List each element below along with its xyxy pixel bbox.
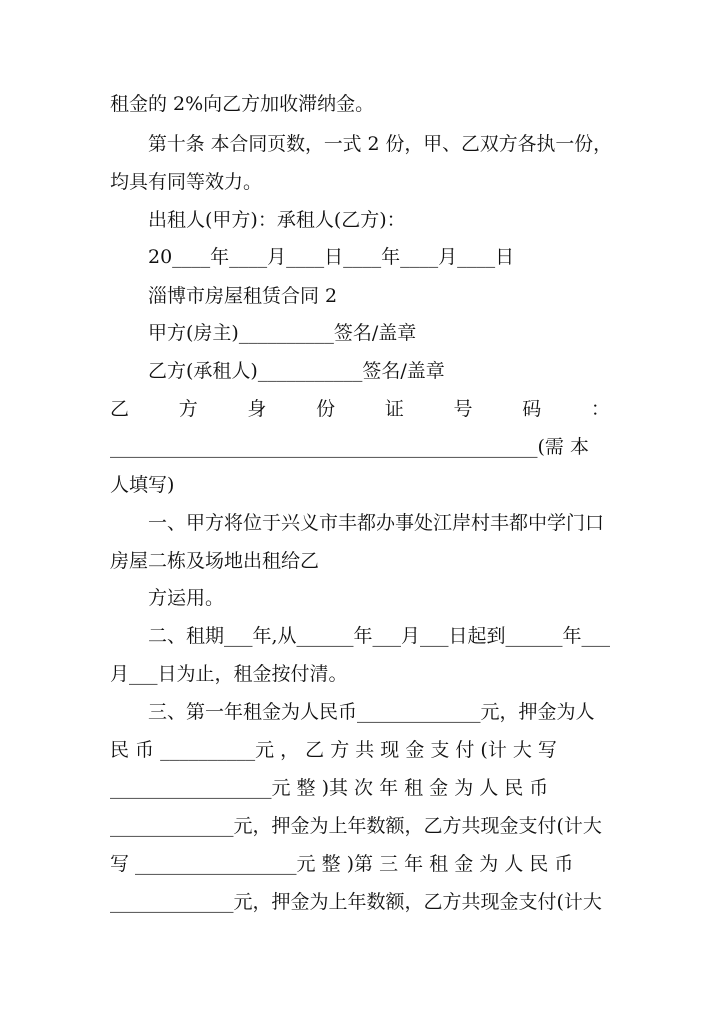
text-line: _____________元，押金为上年数额，乙方共现金支付(计大 [110,891,602,913]
spaced-char: 份 [316,398,336,420]
text-line: 写 _________________元 整 )第 三 年 租 金 为 人 民 币 [110,853,574,875]
text-line: 甲方(房主)__________签名/盖章 [148,322,417,344]
text-line: 一、甲方将位于兴义市丰都办事处江岸村丰都中学门口 [148,512,605,534]
text-line: 人填写) [110,474,175,496]
text-line: 淄博市房屋租赁合同 2 [148,285,338,307]
text-line: 出租人(甲方)：承租人(乙方)： [148,209,406,231]
text-line: _____________元，押金为上年数额，乙方共现金支付(计大 [110,815,602,837]
spaced-char: 乙 [110,398,130,420]
text-line: 房屋二栋及场地出租给乙 [110,550,320,572]
text-line: _________________元 整 )其 次 年 租 金 为 人 民 币 [110,777,549,799]
text-line: _____________________________________________(需 本 [110,436,589,458]
text-line: 方运用。 [148,587,225,609]
text-line: 二、租期___年,从______年___月___日起到______年___ [148,625,611,647]
text-line: 乙方(承租人)___________签名/盖章 [148,360,445,382]
spaced-char: 码 [522,398,542,420]
text-line: 第十条 本合同页数，一式 2 份，甲、乙双方各执一份， [148,133,612,155]
spaced-char: 号 [453,398,473,420]
text-line: 均具有同等效力。 [110,171,263,193]
spaced-char: ： [590,398,610,420]
spaced-char: 证 [384,398,404,420]
text-line: 民 币 __________元 ， 乙 方 共 现 金 支 付 (计 大 写 [110,739,557,761]
text-line: 月___日为止，租金按付清。 [110,663,348,685]
id-number-label [110,397,610,421]
spaced-char: 身 [247,398,267,420]
text-line: 租金的 2%向乙方加收滞纳金。 [110,93,375,115]
spaced-char: 方 [178,398,198,420]
text-line: 三、第一年租金为人民币_____________元，押金为人 [148,701,595,723]
text-line: 20____年____月____日____年____月____日 [148,246,515,268]
